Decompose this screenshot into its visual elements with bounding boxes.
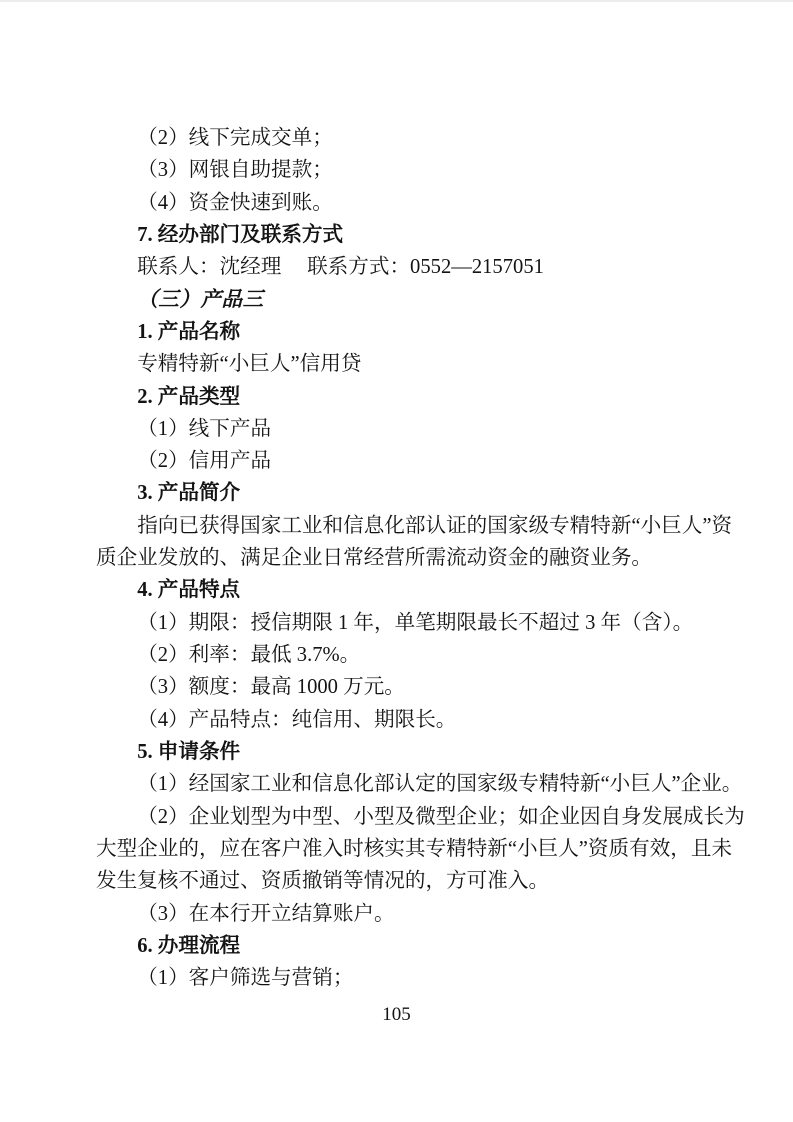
body-line: （3）额度：最高 1000 万元。 bbox=[137, 676, 405, 699]
numbered-heading: 2. 产品类型 bbox=[137, 385, 241, 408]
section-heading: （三）产品三 bbox=[137, 288, 264, 311]
body-line: （2）利率：最低 3.7%。 bbox=[137, 644, 361, 666]
body-line: （1）经国家工业和信息化部认定的国家级专精特新“小巨人”企业。 bbox=[137, 773, 743, 796]
body-line: （3）在本行开立结算账户。 bbox=[137, 902, 395, 925]
page-content bbox=[96, 122, 745, 994]
body-line: 发生复核不通过、资质撤销等情况的，方可准入。 bbox=[96, 870, 550, 893]
body-line: （4）产品特点：纯信用、期限长。 bbox=[137, 708, 457, 731]
page-number: 105 bbox=[382, 1004, 411, 1025]
body-line: 大型企业的，应在客户准入时核实其专精特新“小巨人”资质有效，且未 bbox=[96, 837, 733, 860]
body-line: （2）线下完成交单； bbox=[137, 127, 333, 149]
body-line: （1）客户筛选与营销； bbox=[137, 967, 354, 990]
body-line: （1）线下产品 bbox=[137, 417, 272, 440]
body-line: （1）期限：授信期限 1 年，单笔期限最长不超过 3 年（含）。 bbox=[137, 611, 694, 634]
body-line: （4）资金快速到账。 bbox=[137, 191, 333, 214]
body-line: （2）信用产品 bbox=[137, 450, 272, 473]
numbered-heading: 3. 产品简介 bbox=[137, 482, 241, 505]
numbered-heading: 4. 产品特点 bbox=[137, 579, 241, 602]
body-line: 专精特新“小巨人”信用贷 bbox=[137, 353, 362, 376]
body-line: 质企业发放的、满足企业日常经营所需流动资金的融资业务。 bbox=[96, 547, 653, 570]
numbered-heading: 6. 办理流程 bbox=[137, 934, 241, 957]
body-line: （2）企业划型为中型、小型及微型企业；如企业因自身发展成长为 bbox=[137, 805, 745, 828]
body-line: （3）网银自助提款； bbox=[137, 159, 333, 182]
body-line: 指向已获得国家工业和信息化部认证的国家级专精特新“小巨人”资 bbox=[137, 514, 733, 537]
numbered-heading: 5. 申请条件 bbox=[137, 740, 241, 763]
scan-edge-artifact bbox=[0, 0, 793, 2]
numbered-heading: 7. 经办部门及联系方式 bbox=[137, 223, 344, 246]
body-line: 联系人：沈经理 联系方式：0552—2157051 bbox=[137, 256, 544, 279]
numbered-heading: 1. 产品名称 bbox=[137, 320, 241, 343]
